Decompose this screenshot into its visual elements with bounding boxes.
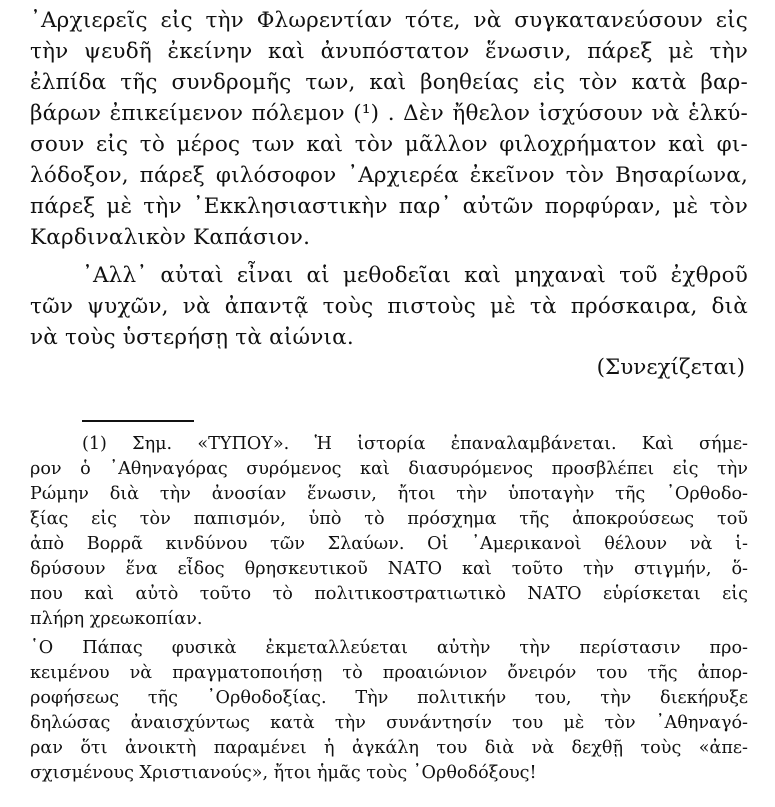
- footnote-line: ρον ὁ ᾿Αθηναγόρας συρόμενος καὶ διασυρόμενος προσβλέπει εἰς τὴν: [30, 459, 748, 479]
- footnote-line: (1) Σημ. «ΤΥΠΟΥ». Ἡ ἱστορία ἐπαναλαμβάνεται. Καὶ σήμε-: [82, 434, 748, 454]
- text-line: ᾿Αρχιερεῖς εἰς τὴν Φλωρεντίαν τότε, νὰ συγκατανεύσουν εἰς: [30, 8, 748, 33]
- footnote-line: δηλώσας ἀναισχύντως κατὰ τὴν συνάντησίν του μὲ τὸν ᾿Αθηναγό-: [30, 713, 748, 733]
- text-line: νὰ τοὺς ὑστερήσῃ τὰ αἰώνια.: [30, 325, 354, 350]
- text-line: πάρεξ μὲ τὴν ᾿Εκκλησιαστικὴν παρ᾿ αὐτῶν πορφύραν, μὲ τὸν: [30, 194, 748, 219]
- footnote-line: ραν ὅτι ἀνοικτὴ παραμένει ἡ ἀγκάλη του διὰ νὰ δεχθῇ τοὺς «ἀπε-: [30, 738, 748, 758]
- text-line: ᾿Αλλ᾿ αὐταὶ εἶναι αἱ μεθοδεῖαι καὶ μηχαναὶ τοῦ ἐχθροῦ: [82, 263, 748, 288]
- text-line: λόδοξον, πάρεξ φιλόσοφον ᾿Αρχιερέα ἐκεῖνον τὸν Βησαρίωνα,: [30, 163, 748, 188]
- footnote-divider: [82, 420, 194, 422]
- footnote-line: ξίας εἰς τὸν παπισμόν, ὑπὸ τὸ πρόσχημα τῆς ἀποκρούσεως τοῦ: [30, 509, 748, 529]
- text-line: τῶν ψυχῶν, νὰ ἀπαντᾷ τοὺς πιστοὺς μὲ τὰ πρόσκαιρα, διὰ: [30, 294, 748, 319]
- text-line: σουν εἰς τὸ μέρος των καὶ τὸν μᾶλλον φιλοχρήματον καὶ φι-: [30, 132, 748, 157]
- footnote-line: πλήρη χρεωκοπίαν.: [30, 609, 203, 629]
- footnote-line: που καὶ αὐτὸ τοῦτο τὸ πολιτικοστρατιωτικὸ ΝΑΤΟ εὑρίσκεται εἰς: [30, 584, 748, 604]
- text-line: Καρδιναλικὸν Καπάσιον.: [30, 225, 311, 250]
- footnote-line: ροφήσεως τῆς ᾿Ορθοδοξίας. Τὴν πολιτικήν του, τὴν διεκήρυξε: [30, 688, 748, 708]
- footnote-line: ἀπὸ Βορρᾶ κινδύνου τῶν Σλαύων. Οἱ ᾿Αμερικανοὶ θέλουν νὰ ἱ-: [30, 534, 748, 554]
- continued-label: (Συνεχίζεται): [596, 355, 745, 380]
- text-line: βάρων ἐπικείμενον πόλεμον (¹) . Δὲν ἤθελον ἰσχύσουν νὰ ἑλκύ-: [30, 101, 748, 126]
- footnote-line: κειμένου νὰ πραγματοποιήσῃ τὸ προαιώνιον ὄνειρόν του τῆς ἀπορ-: [30, 663, 748, 683]
- text-line: ἐλπίδα τῆς συνδρομῆς των, καὶ βοηθείας εἰς τὸν κατὰ βαρ-: [30, 70, 748, 95]
- footnote-line: Ρώμην διὰ τὴν ἀνοσίαν ἕνωσιν, ἤτοι τὴν ὑποταγὴν τῆς ᾿Ορθοδο-: [30, 484, 748, 504]
- footnote-line: σχισμένους Χριστιανούς», ἤτοι ἡμᾶς τοὺς ᾿Ορθοδόξους!: [30, 763, 537, 783]
- footnote-line: δρύσουν ἕνα εἶδος θρησκευτικοῦ ΝΑΤΟ καὶ τοῦτο τὴν στιγμήν, ὅ-: [30, 559, 748, 579]
- text-line: τὴν ψευδῆ ἐκείνην καὶ ἀνυπόστατον ἕνωσιν, πάρεξ μὲ τὴν: [30, 39, 748, 64]
- footnote-line: ῾Ο Πάπας φυσικὰ ἐκμεταλλεύεται αὐτὴν τὴν περίστασιν προ-: [30, 638, 748, 658]
